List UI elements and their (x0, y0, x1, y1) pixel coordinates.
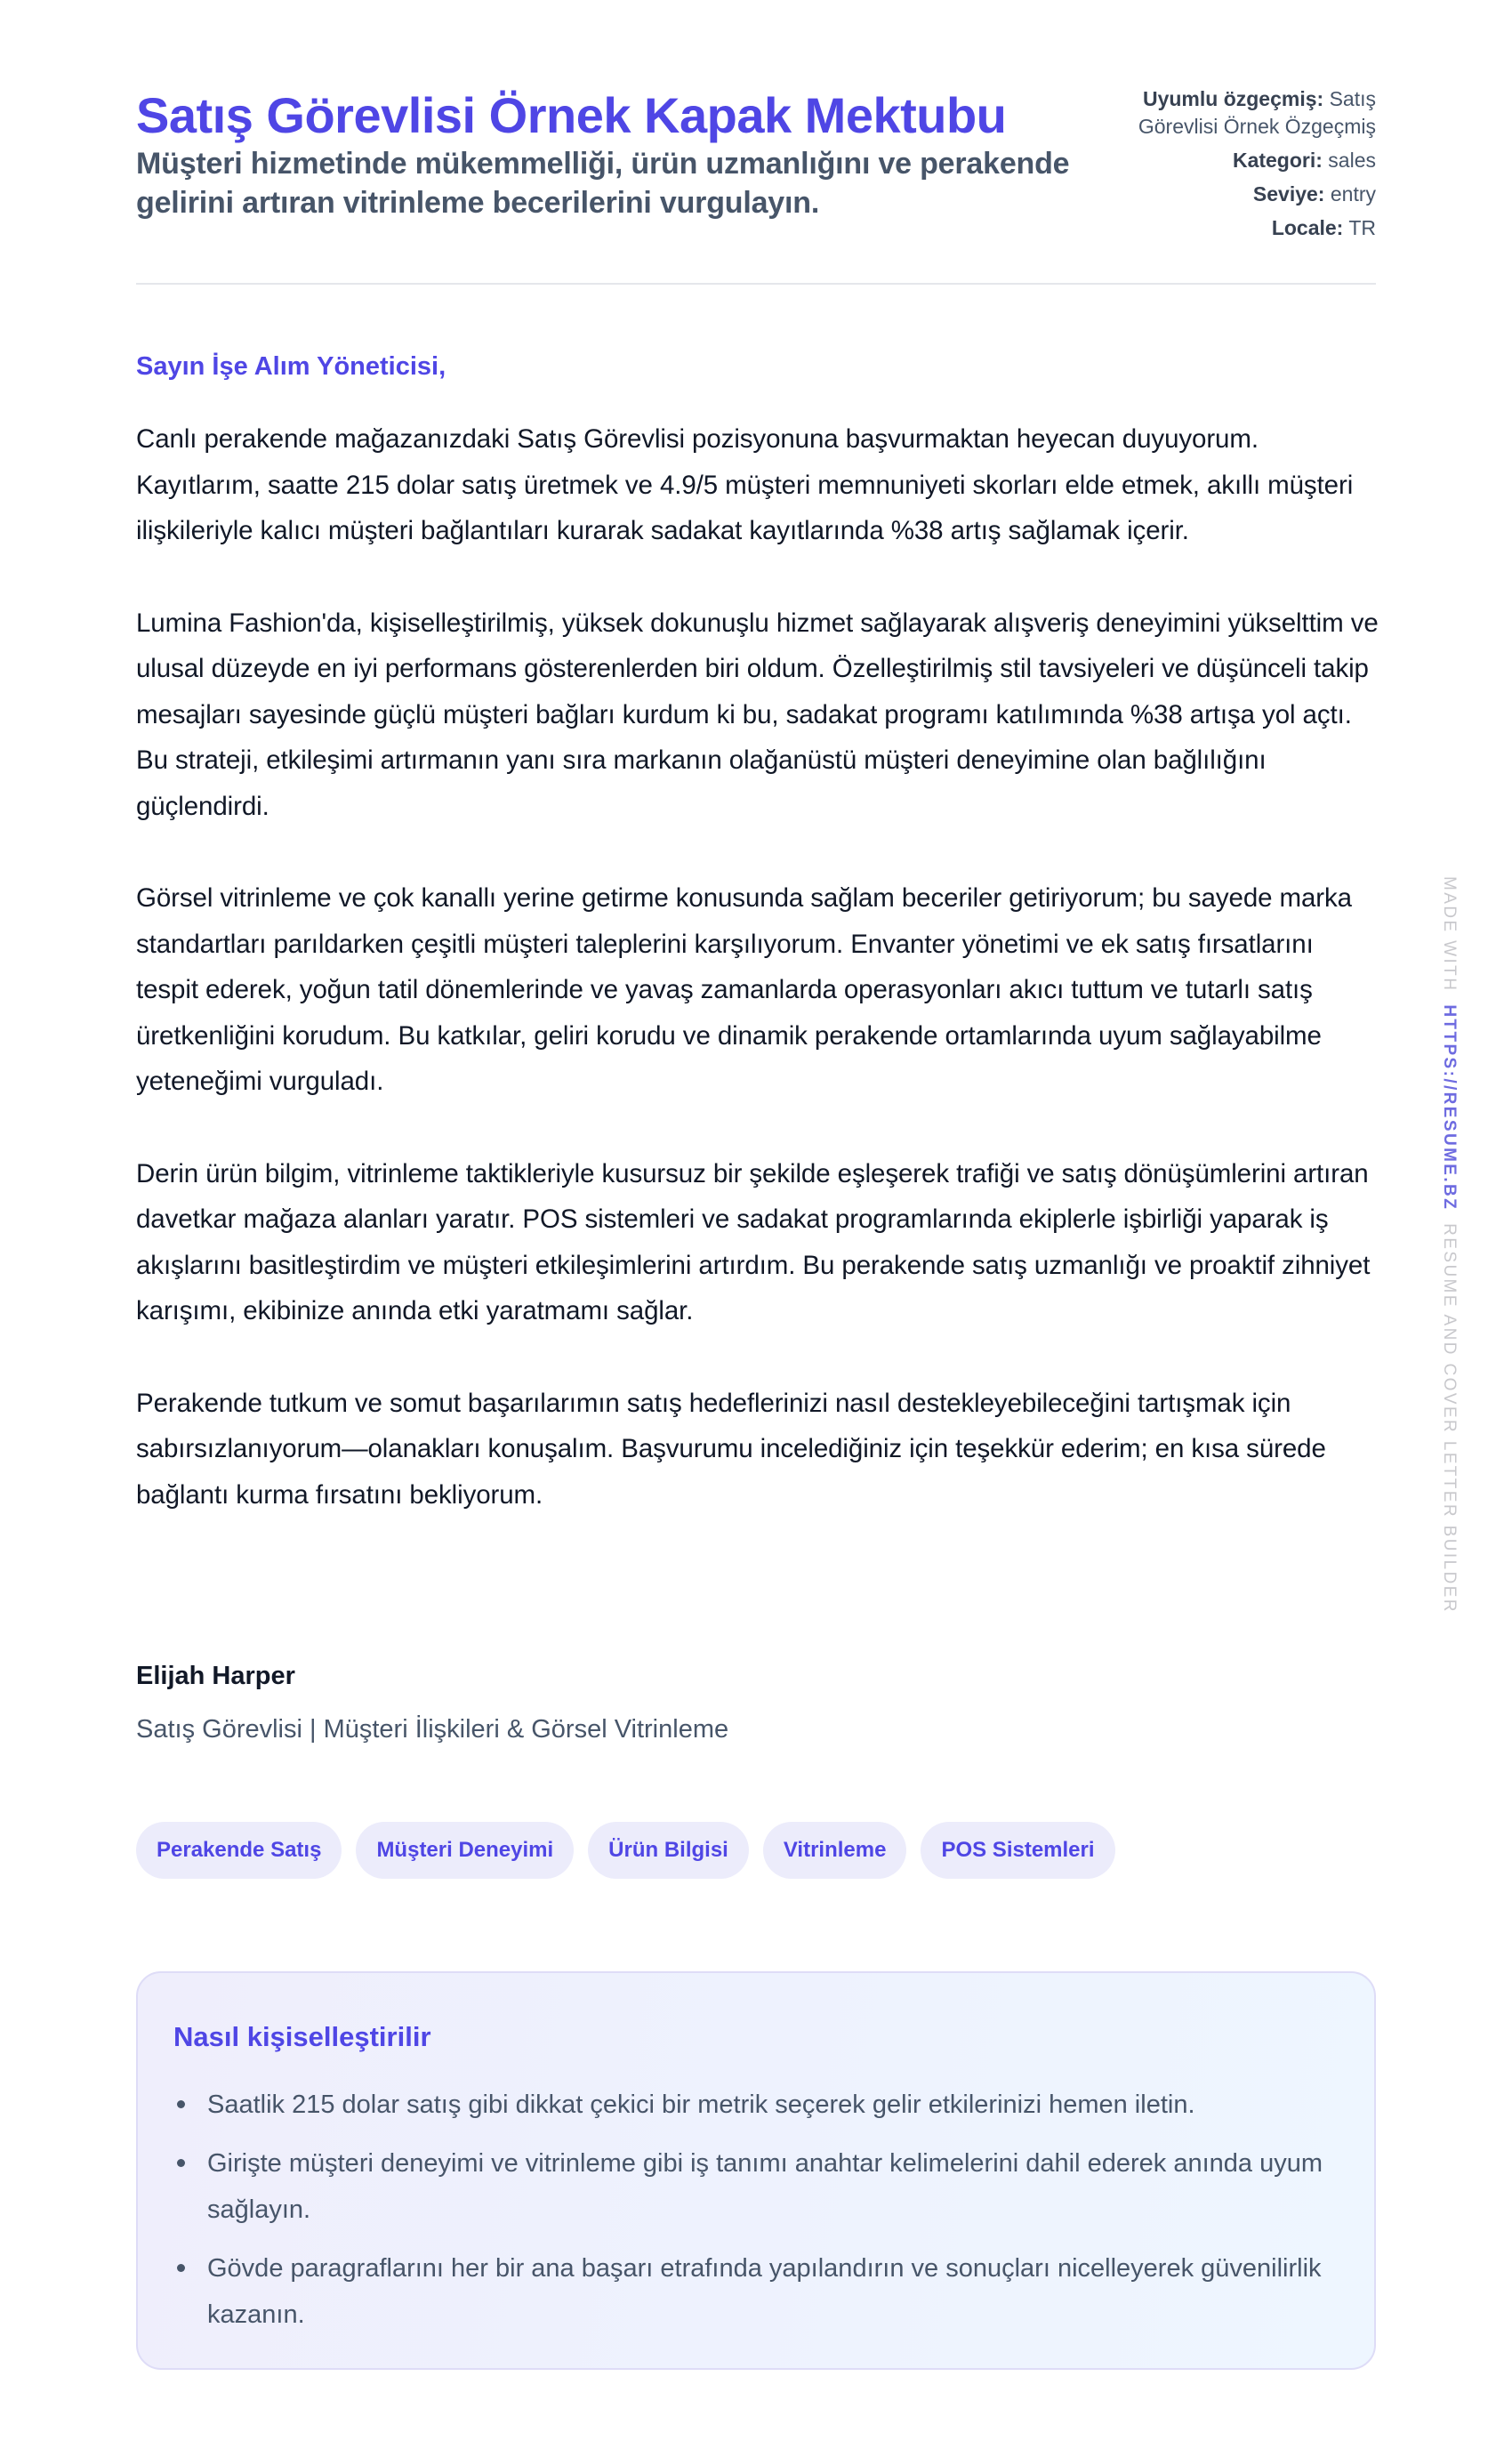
watermark-suffix: RESUME AND COVER LETTER BUILDER (1440, 1223, 1459, 1614)
tip-item (173, 2140, 1330, 2233)
tip-text: Saatlik 215 dolar satış gibi dikkat çekici bir metrik seçerek gelir etkilerinizi hemen iletin. (207, 2090, 1195, 2119)
signature-title: Satış Görevlisi | Müşteri İlişkileri & Görsel Vitrinleme (136, 1715, 729, 1744)
letter-paragraph: Canlı perakende mağazanızdaki Satış Görevlisi pozisyonuna başvurmaktan heyecan duyuyorum. Kayıtlarım, saatte 215 dolar satış üretmek ve 4.9/5 müşteri memnuniyeti skorları elde etmek, akıllı müşteri ilişkileriyle kalıcı müşteri bağlantıları kurarak sadakat kayıtlarında %38 artış sağlamak içerir. (136, 424, 1354, 545)
meta-resume-label: Uyumlu özgeçmiş: (1142, 87, 1324, 110)
meta-category-value: sales (1328, 149, 1376, 172)
skill-tag[interactable]: POS Sistemleri (921, 1822, 1114, 1879)
meta-level-label: Seviye: (1252, 182, 1325, 205)
tip-text: Girişte müşteri deneyimi ve vitrinleme gibi iş tanımı anahtar kelimelerini dahil ederek anında uyum sağlayın. (207, 2149, 1323, 2224)
skill-tags (136, 1822, 1115, 1879)
header-divider (136, 283, 1376, 285)
bullet-icon (177, 2264, 185, 2272)
letter-paragraph: Derin ürün bilgim, vitrinleme taktikleriyle kusursuz bir şekilde eşleşerek trafiği ve satış dönüşümlerini artıran davetkar mağaza alanları yaratır. POS sistemleri ve sadakat programlarında ekiplerle işbirliği yaparak iş akışlarını basitleştirdim ve müşteri etkileşimlerini artırdım. Bu perakende satış uzmanlığı ve proaktif zihniyet karışımı, ekibinize anında etki yaratmamı sağlar. (136, 1158, 1371, 1325)
letter-paragraph: Perakende tutkum ve somut başarılarımın satış hedeflerinizi nasıl destekleyebileceğini tartışmak için sabırsızlanıyorum—olanakları konuşalım. Başvurumu incelediğiniz için teşekkür ederim; en kısa sürede bağlantı kurma fırsatını bekliyorum. (136, 1388, 1326, 1510)
personalization-tips-card (136, 1971, 1376, 2370)
meta-panel (1082, 85, 1376, 248)
watermark-text (1436, 876, 1462, 1614)
meta-category-label: Kategori: (1232, 149, 1323, 172)
letter-paragraph: Lumina Fashion'da, kişiselleştirilmiş, yüksek dokunuşlu hizmet sağlayarak alışveriş deneyimini yükselttim ve ulusal düzeyde en iyi performans gösterenlerden biri oldum. Özelleştirilmiş stil tavsiyeleri ve düşünceli takip mesajları sayesinde güçlü müşteri bağları kurdum ki bu, sadakat programı katılımında %38 artışa yol açtı. Bu strateji, etkileşimi artırmanın yanı sıra markanın olağanüstü müşteri deneyimine olan bağlılığını güçlendirdi. (136, 608, 1379, 821)
page-header (136, 85, 1376, 263)
meta-locale (1082, 214, 1376, 242)
skill-tag[interactable]: Vitrinleme (763, 1822, 907, 1879)
meta-level-value: entry (1330, 182, 1376, 205)
letter-paragraph: Görsel vitrinleme ve çok kanallı yerine getirme konusunda sağlam beceriler getiriyorum; bu sayede marka standartları parıldarken çeşitli müşteri taleplerini karşılıyorum. Envanter yönetimi ve ek satış fırsatlarını tespit ederek, yoğun tatil dönemlerinde ve yavaş zamanlarda operasyonları akıcı tuttum ve tutarlı satış üretkenliğini korudum. Bu katkılar, geliri korudu ve dinamik perakende ortamlarında uyum sağlayabilme yeteneğimi vurguladı. (136, 883, 1352, 1096)
signature-name: Elijah Harper (136, 1662, 295, 1690)
skill-tag[interactable]: Müşteri Deneyimi (356, 1822, 574, 1879)
meta-resume (1082, 85, 1376, 141)
skill-tag[interactable]: Perakende Satış (136, 1822, 342, 1879)
tip-text: Gövde paragraflarını her bir ana başarı etrafında yapılandırın ve sonuçları nicelleyerek güvenilirlik kazanın. (207, 2254, 1322, 2329)
meta-level (1082, 181, 1376, 208)
letter-greeting: Sayın İşe Alım Yöneticisi, (136, 352, 446, 381)
skill-tag[interactable]: Ürün Bilgisi (588, 1822, 749, 1879)
meta-locale-value: TR (1348, 216, 1376, 239)
tips-list (173, 2082, 1330, 2350)
tip-item (173, 2245, 1330, 2338)
page-subtitle: Müşteri hizmetinde mükemmelliği, ürün uzmanlığını ve perakende gelirini artıran vitrinleme becerilerini vurgulayın. (136, 147, 1070, 220)
watermark-prefix: MADE WITH (1440, 876, 1459, 993)
meta-resume-value[interactable]: Satış Görevlisi Örnek Özgeçmiş (1138, 87, 1376, 138)
tips-title: Nasıl kişiselleştirilir (173, 2021, 431, 2052)
meta-category (1082, 147, 1376, 174)
letter-body (136, 416, 1381, 1564)
tip-item (173, 2082, 1330, 2128)
page-title: Satış Görevlisi Örnek Kapak Mektubu (136, 87, 1007, 143)
bullet-icon (177, 2100, 185, 2108)
meta-locale-label: Locale: (1271, 216, 1344, 239)
side-watermark (1436, 876, 1462, 1614)
watermark-link[interactable]: HTTPS://RESUME.BZ (1440, 1004, 1459, 1212)
bullet-icon (177, 2159, 185, 2167)
